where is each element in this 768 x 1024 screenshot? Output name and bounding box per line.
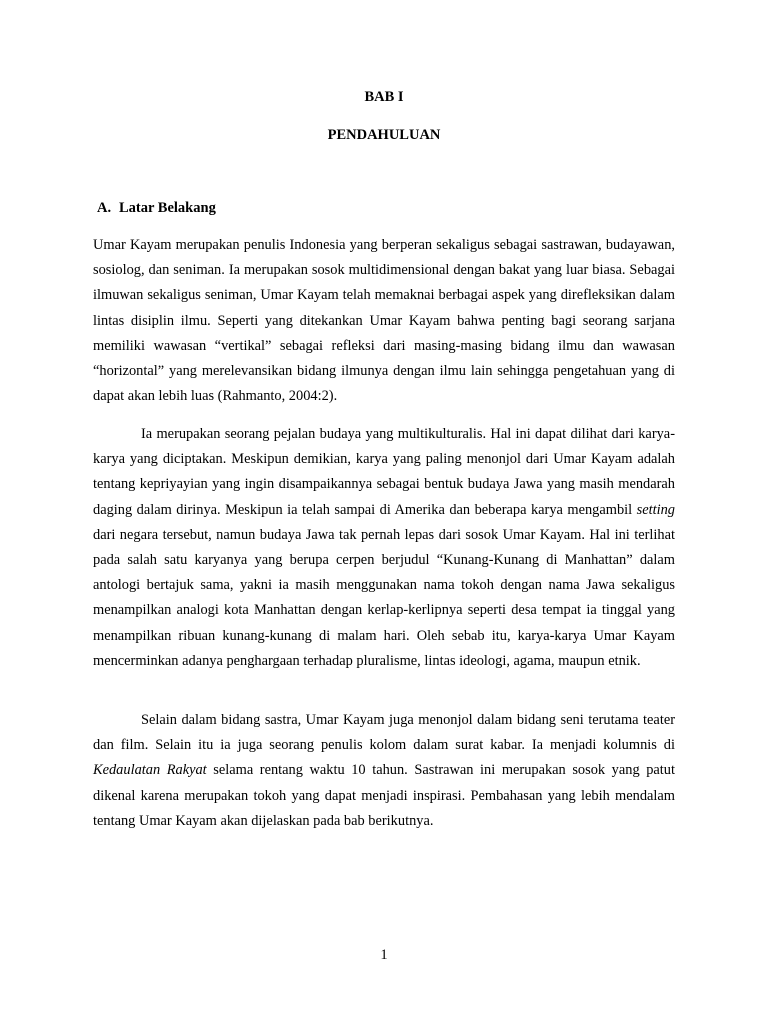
section-title: Latar Belakang xyxy=(119,200,216,216)
paragraph-1 xyxy=(93,233,675,409)
paragraph-3-part-1: Selain dalam bidang sastra, Umar Kayam juga menonjol dalam bidang seni terutama teater dan film. Selain itu ia juga seorang penulis kolom dalam surat kabar. Ia menjadi kolumnis di xyxy=(93,712,675,754)
paragraph-2-italic-term: setting xyxy=(636,501,675,518)
chapter-number: BAB I xyxy=(364,89,404,105)
page-number: 1 xyxy=(380,947,388,963)
paragraph-2-part-1: Ia merupakan seorang pejalan budaya yang multikulturalis. Hal ini dapat dilihat dari karya-karya yang diciptakan. Meskipun demikian, karya yang paling menonjol dari Umar Kayam adalah tentang kepriyayian yang ingin disampaikannya sebagai bentuk budaya Jawa yang masih mendarah daging dalam dirinya. Meskipun ia telah sampai di Amerika dan beberapa karya mengambil xyxy=(93,426,675,518)
section-heading xyxy=(97,199,216,217)
paragraph-3 xyxy=(93,708,675,834)
chapter-title: PENDAHULUAN xyxy=(327,127,441,143)
paragraph-2-part-2: dari negara tersebut, namun budaya Jawa tak pernah lepas dari sosok Umar Kayam. Hal ini terlihat pada salah satu karyanya yang berupa cerpen berjudul “Kunang-Kunang di Manhattan” dalam antologi bertajuk sama, yakni ia masih menggunakan nama tokoh dengan nama Jawa sekaligus menampilkan analogi kota Manhattan dengan kerlap-kerlipnya seperti desa tempat ia tinggal yang menampilkan ribuan kunang-kunang di malam hari. Oleh sebab itu, karya-karya Umar Kayam mencerminkan adanya penghargaan terhadap pluralisme, lintas ideologi, agama, maupun etnik. xyxy=(93,526,675,669)
paragraph-2-text xyxy=(93,422,675,674)
section-marker: A. xyxy=(97,200,112,216)
paragraph-1-text: Umar Kayam merupakan penulis Indonesia yang berperan sekaligus sebagai sastrawan, budayawan, sosiolog, dan seniman. Ia merupakan sosok multidimensional dengan bakat yang luar biasa. Sebagai ilmuwan sekaligus seniman, Umar Kayam telah memaknai berbagai aspek yang direfleksikan dalam lintas disiplin ilmu. Seperti yang ditekankan Umar Kayam bahwa penting bagi seorang sarjana memiliki wawasan “vertikal” sebagai refleksi dari masing-masing bidang ilmu dan wawasan “horizontal” yang merelevansikan bidang ilmunya dengan ilmu lain sehingga pengetahuan yang di dapat akan lebih luas (Rahmanto, 2004:2). xyxy=(93,237,675,405)
paragraph-3-part-2: selama rentang waktu 10 tahun. Sastrawan ini merupakan sosok yang patut dikenal karena merupakan tokoh yang dapat menjadi inspirasi. Pembahasan yang lebih mendalam tentang Umar Kayam akan dijelaskan pada bab berikutnya. xyxy=(93,762,675,829)
paragraph-3-italic-title: Kedaulatan Rakyat xyxy=(93,762,207,779)
paragraph-2 xyxy=(93,422,675,674)
paragraph-3-text xyxy=(93,708,675,834)
